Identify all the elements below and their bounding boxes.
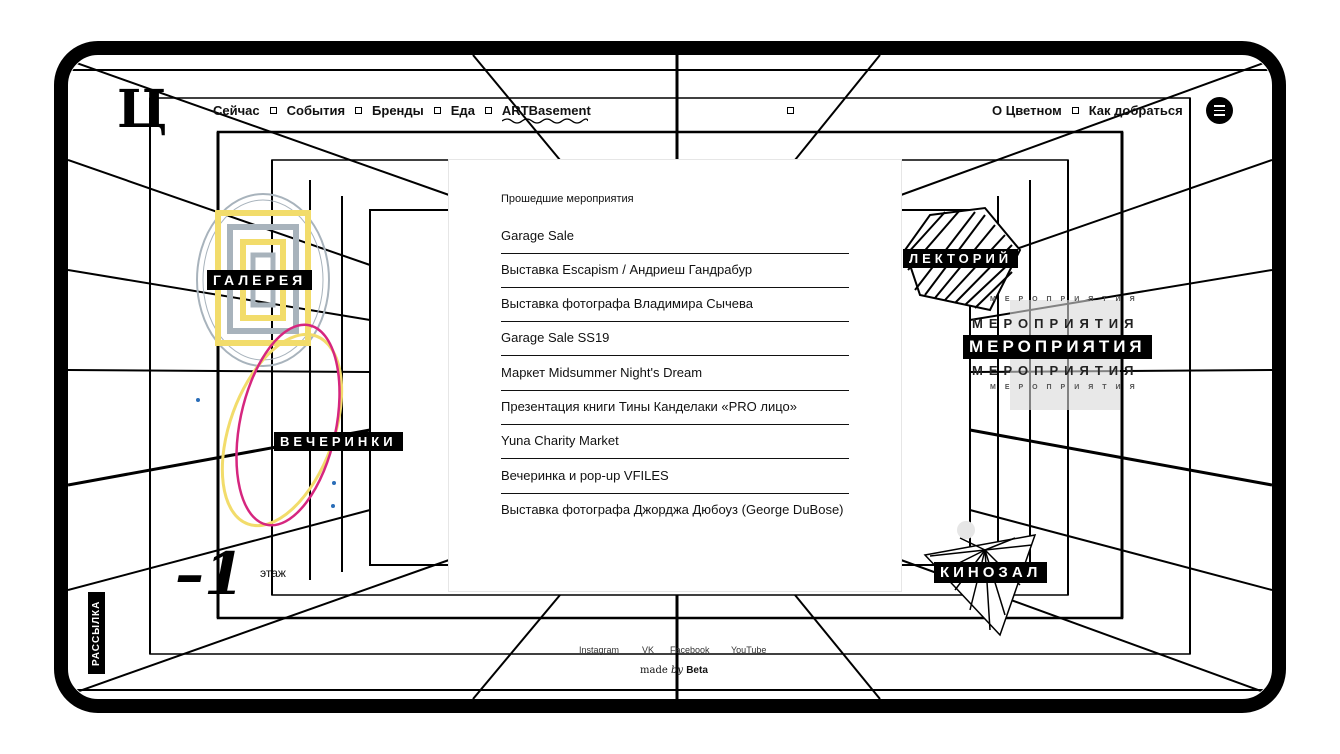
social-link-youtube[interactable]: YouTube	[731, 645, 767, 655]
nav-item-events[interactable]: События	[286, 103, 346, 118]
event-item[interactable]: Garage Sale	[501, 228, 574, 243]
divider	[501, 458, 849, 459]
section-parties[interactable]: ВЕЧЕРИНКИ	[274, 432, 403, 451]
made-by-name: Beta	[686, 665, 708, 676]
divider	[501, 390, 849, 391]
made-by-prefix: made	[640, 665, 668, 676]
social-link-facebook[interactable]: Facebook	[670, 645, 710, 655]
nav-separator	[355, 107, 362, 114]
newsletter-button[interactable]: РАССЫЛКА	[88, 592, 105, 674]
events-echo-text: МЕРОПРИЯТИЯ	[972, 316, 1140, 331]
nav-separator	[1072, 107, 1079, 114]
secondary-nav	[992, 103, 1183, 118]
events-echo-text: МЕРОПРИЯТИЯ	[990, 296, 1144, 303]
nav-item-directions[interactable]: Как добраться	[1088, 103, 1183, 118]
nav-separator	[270, 107, 277, 114]
nav-item-food[interactable]: Еда	[450, 103, 475, 118]
menu-button[interactable]	[1206, 97, 1233, 124]
social-link-vk[interactable]: VK	[642, 645, 655, 655]
social-link-instagram[interactable]: Instagram	[579, 645, 620, 655]
active-underline-icon	[502, 117, 588, 125]
divider	[501, 253, 849, 254]
events-echo-text: МЕРОПРИЯТИЯ	[972, 363, 1140, 378]
event-item[interactable]: Выставка фотографа Джорджа Дюбоуз (George DuBose)	[501, 502, 844, 517]
divider	[501, 321, 849, 322]
menu-icon-bar	[1214, 105, 1225, 107]
section-gallery[interactable]: ГАЛЕРЕЯ	[207, 270, 312, 290]
divider	[501, 493, 849, 494]
made-by-credit[interactable]	[640, 665, 708, 676]
floor-number: –1	[175, 540, 245, 608]
events-echo-text: МЕРОПРИЯТИЯ	[990, 384, 1144, 391]
nav-separator	[434, 107, 441, 114]
made-by-italic: by	[670, 665, 684, 676]
floor-label: этаж	[260, 566, 286, 580]
events-heading: Прошедшие мероприятия	[501, 193, 634, 205]
event-item[interactable]: Вечеринка и pop-up VFILES	[501, 468, 669, 483]
event-item[interactable]: Garage Sale SS19	[501, 330, 610, 345]
nav-item-about[interactable]: О Цветном	[992, 103, 1062, 118]
nav-separator	[485, 107, 492, 114]
nav-item-brands[interactable]: Бренды	[372, 103, 424, 118]
events-panel	[449, 160, 901, 591]
event-item[interactable]: Yuna Charity Market	[501, 433, 619, 448]
menu-icon-bar	[1214, 110, 1225, 112]
nav-item-artbasement-label: ARTBasement	[501, 103, 591, 118]
divider	[501, 424, 849, 425]
section-cinema[interactable]: КИНОЗАЛ	[934, 562, 1047, 583]
logo[interactable]: Ц	[117, 79, 168, 140]
divider	[501, 355, 849, 356]
section-lectures[interactable]: ЛЕКТОРИЙ	[903, 249, 1018, 268]
divider	[501, 287, 849, 288]
section-events[interactable]: МЕРОПРИЯТИЯ	[963, 335, 1152, 359]
event-item[interactable]: Выставка Escapism / Андриеш Гандрабур	[501, 262, 753, 277]
cinema-graphic	[925, 535, 1035, 635]
main-nav	[213, 103, 591, 118]
event-item[interactable]: Маркет Midsummer Night's Dream	[501, 365, 703, 380]
event-item[interactable]: Выставка фотографа Владимира Сычева	[501, 296, 754, 311]
menu-icon-bar	[1214, 114, 1225, 116]
nav-item-now[interactable]: Сейчас	[213, 103, 260, 118]
event-item[interactable]: Презентация книги Тины Канделаки «PRO лицо»	[501, 399, 798, 414]
nav-item-artbasement[interactable]	[502, 103, 591, 118]
nav-center-marker	[787, 107, 794, 114]
